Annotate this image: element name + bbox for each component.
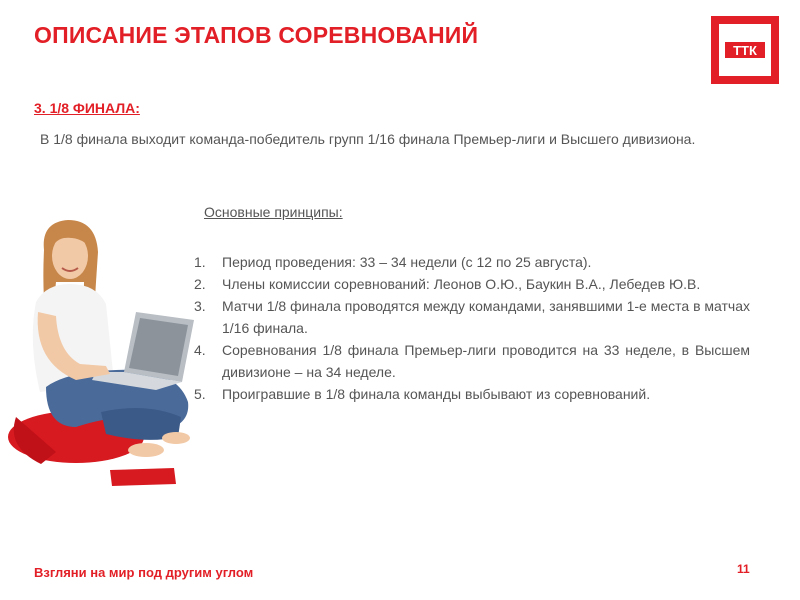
list-item-text: Проигравшие в 1/8 финала команды выбывают из соревнований. — [222, 386, 651, 402]
logo-text: ТТК — [733, 43, 757, 58]
list-item-text: Соревнования 1/8 финала Премьер-лиги проводится на 33 неделе, в Высшем дивизионе – на 34 неделе. — [222, 342, 750, 380]
list-item — [194, 251, 750, 273]
list-item-text: Матчи 1/8 финала проводятся между командами, занявшими 1-е места в матчах 1/16 финала. — [222, 298, 750, 336]
girl-with-laptop-illustration — [6, 212, 206, 492]
list-item — [194, 339, 750, 383]
list-item-number: 5. — [194, 386, 206, 402]
intro-paragraph: В 1/8 финала выходит команда-победитель групп 1/16 финала Премьер-лиги и Высшего дивизиона. — [40, 131, 696, 147]
principles-list — [194, 251, 750, 405]
list-item — [194, 295, 750, 339]
list-item — [194, 273, 750, 295]
list-item-text: Члены комиссии соревнований: Леонов О.Ю., Баукин В.А., Лебедев Ю.В. — [222, 276, 701, 292]
section-heading: 3. 1/8 ФИНАЛА: — [34, 100, 140, 116]
list-item-text: Период проведения: 33 – 34 недели (с 12 по 25 августа). — [222, 254, 592, 270]
list-item-number: 2. — [194, 276, 206, 292]
principles-heading: Основные принципы: — [204, 204, 343, 220]
ttk-logo — [711, 16, 779, 84]
list-item-number: 1. — [194, 254, 206, 270]
page-number: 11 — [737, 562, 750, 576]
footer-slogan: Взгляни на мир под другим углом — [34, 565, 254, 580]
list-item — [194, 383, 750, 405]
page-title: ОПИСАНИЕ ЭТАПОВ СОРЕВНОВАНИЙ — [34, 22, 479, 48]
list-item-number: 3. — [194, 298, 206, 314]
list-item-number: 4. — [194, 342, 206, 358]
